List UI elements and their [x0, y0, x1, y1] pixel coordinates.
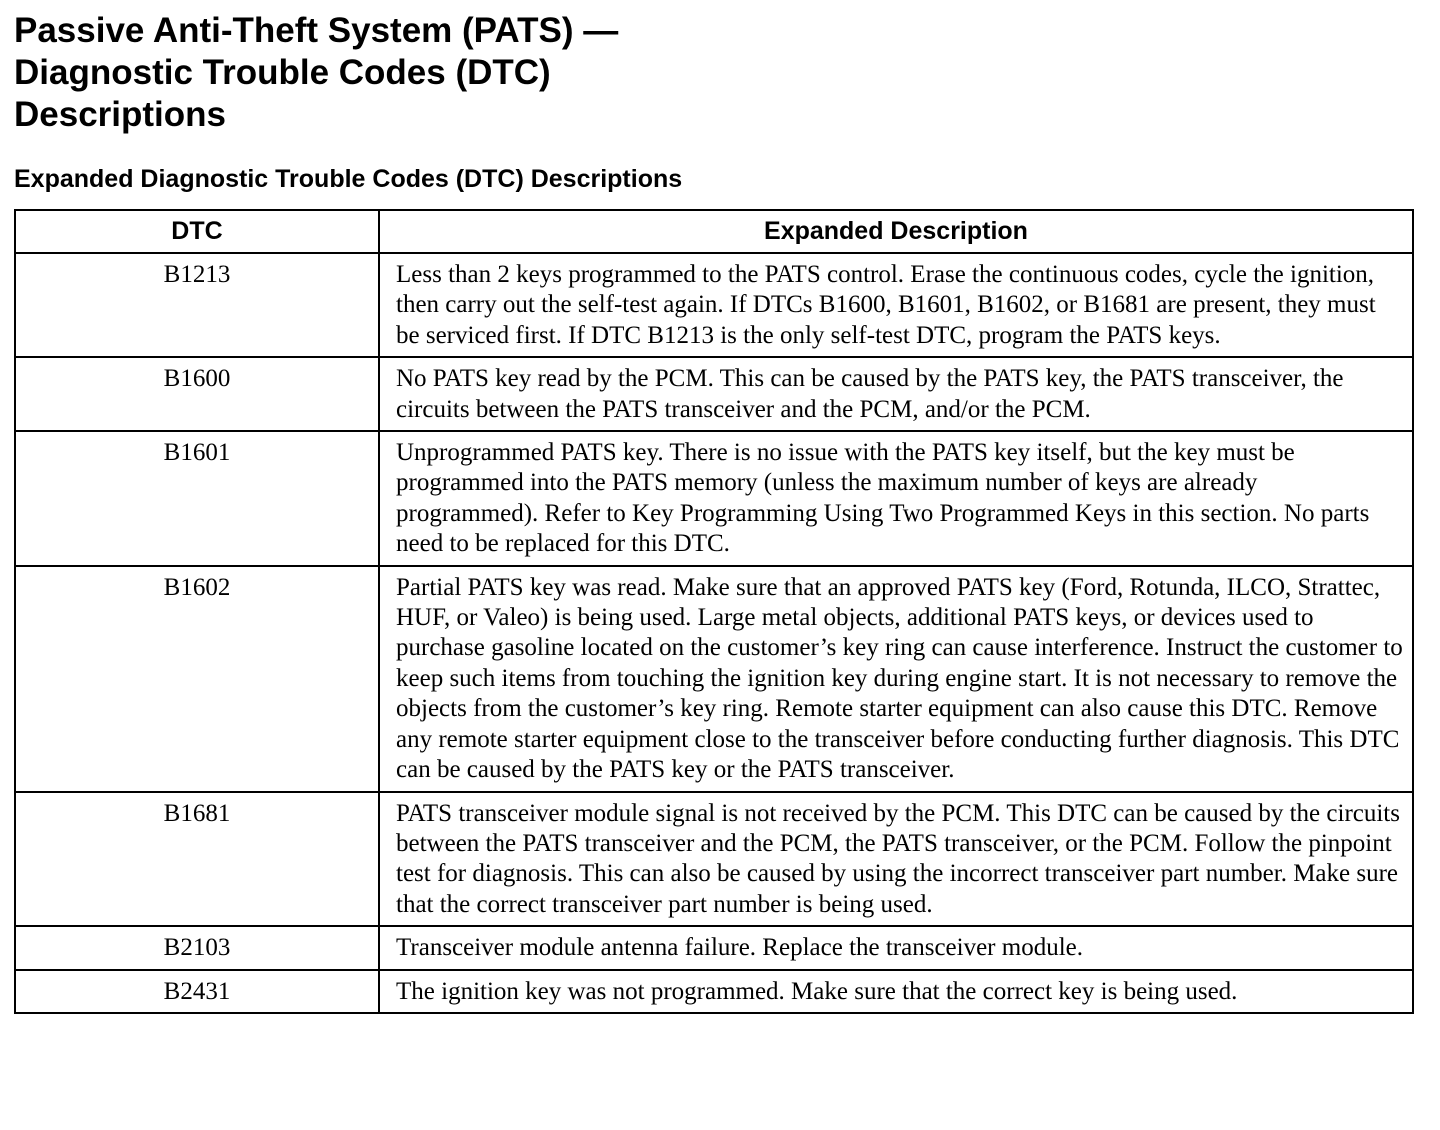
- table-row: [15, 253, 1413, 357]
- dtc-description-table: [14, 209, 1414, 1014]
- column-header-dtc: DTC: [15, 210, 379, 253]
- dtc-description-cell: No PATS key read by the PCM. This can be caused by the PATS key, the PATS transceiver, the circuits between the PATS transceiver and the PCM, and/or the PCM.: [379, 357, 1413, 431]
- dtc-description-cell: PATS transceiver module signal is not received by the PCM. This DTC can be caused by the circuits between the PATS transceiver and the PCM, the PATS transceiver, or the PCM. Follow the pinpoint test for diagnosis. This can also be caused by using the incorrect transceiver part number. Make sure that the correct transceiver part number is being used.: [379, 792, 1413, 927]
- page-title-line-2: Diagnostic Trouble Codes (DTC): [14, 53, 551, 92]
- dtc-code-cell: B2431: [15, 970, 379, 1013]
- page-title: [14, 10, 618, 136]
- dtc-description-cell: The ignition key was not programmed. Make sure that the correct key is being used.: [379, 970, 1413, 1013]
- table-row: [15, 926, 1413, 969]
- dtc-code-cell: B2103: [15, 926, 379, 969]
- table-title: Expanded Diagnostic Trouble Codes (DTC) Descriptions: [14, 165, 683, 193]
- table-row: [15, 431, 1413, 566]
- page-title-line-3: Descriptions: [14, 95, 226, 134]
- dtc-description-cell: Unprogrammed PATS key. There is no issue with the PATS key itself, but the key must be programmed into the PATS memory (unless the maximum number of keys are already programmed). Refer to Key Programming Using Two Programmed Keys in this section. No parts need to be replaced for this DTC.: [379, 431, 1413, 566]
- table-row: [15, 357, 1413, 431]
- page-title-line-1: Passive Anti-Theft System (PATS) —: [14, 11, 619, 50]
- dtc-code-cell: B1600: [15, 357, 379, 431]
- table-row: [15, 792, 1413, 927]
- dtc-description-cell: Less than 2 keys programmed to the PATS control. Erase the continuous codes, cycle the ignition, then carry out the self-test again. If DTCs B1600, B1601, B1602, or B1681 are present, they must be serviced first. If DTC B1213 is the only self-test DTC, program the PATS keys.: [379, 253, 1413, 357]
- dtc-description-cell: Partial PATS key was read. Make sure that an approved PATS key (Ford, Rotunda, ILCO, Strattec, HUF, or Valeo) is being used. Large metal objects, additional PATS keys, or devices used to purchase gasoline located on the customer’s key ring can cause interference. Instruct the customer to keep such items from touching the ignition key during engine start. It is not necessary to remove the objects from the customer’s key ring. Remote starter equipment can also cause this DTC. Remove any remote starter equipment close to the transceiver before conducting further diagnosis. This DTC can be caused by the PATS key or the PATS transceiver.: [379, 566, 1413, 792]
- dtc-code-cell: B1602: [15, 566, 379, 792]
- dtc-code-cell: B1601: [15, 431, 379, 566]
- table-row: [15, 970, 1413, 1013]
- column-header-expanded-description: Expanded Description: [379, 210, 1413, 253]
- table-row: [15, 566, 1413, 792]
- dtc-description-cell: Transceiver module antenna failure. Replace the transceiver module.: [379, 926, 1413, 969]
- dtc-code-cell: B1213: [15, 253, 379, 357]
- dtc-code-cell: B1681: [15, 792, 379, 927]
- table-header-row: [15, 210, 1413, 253]
